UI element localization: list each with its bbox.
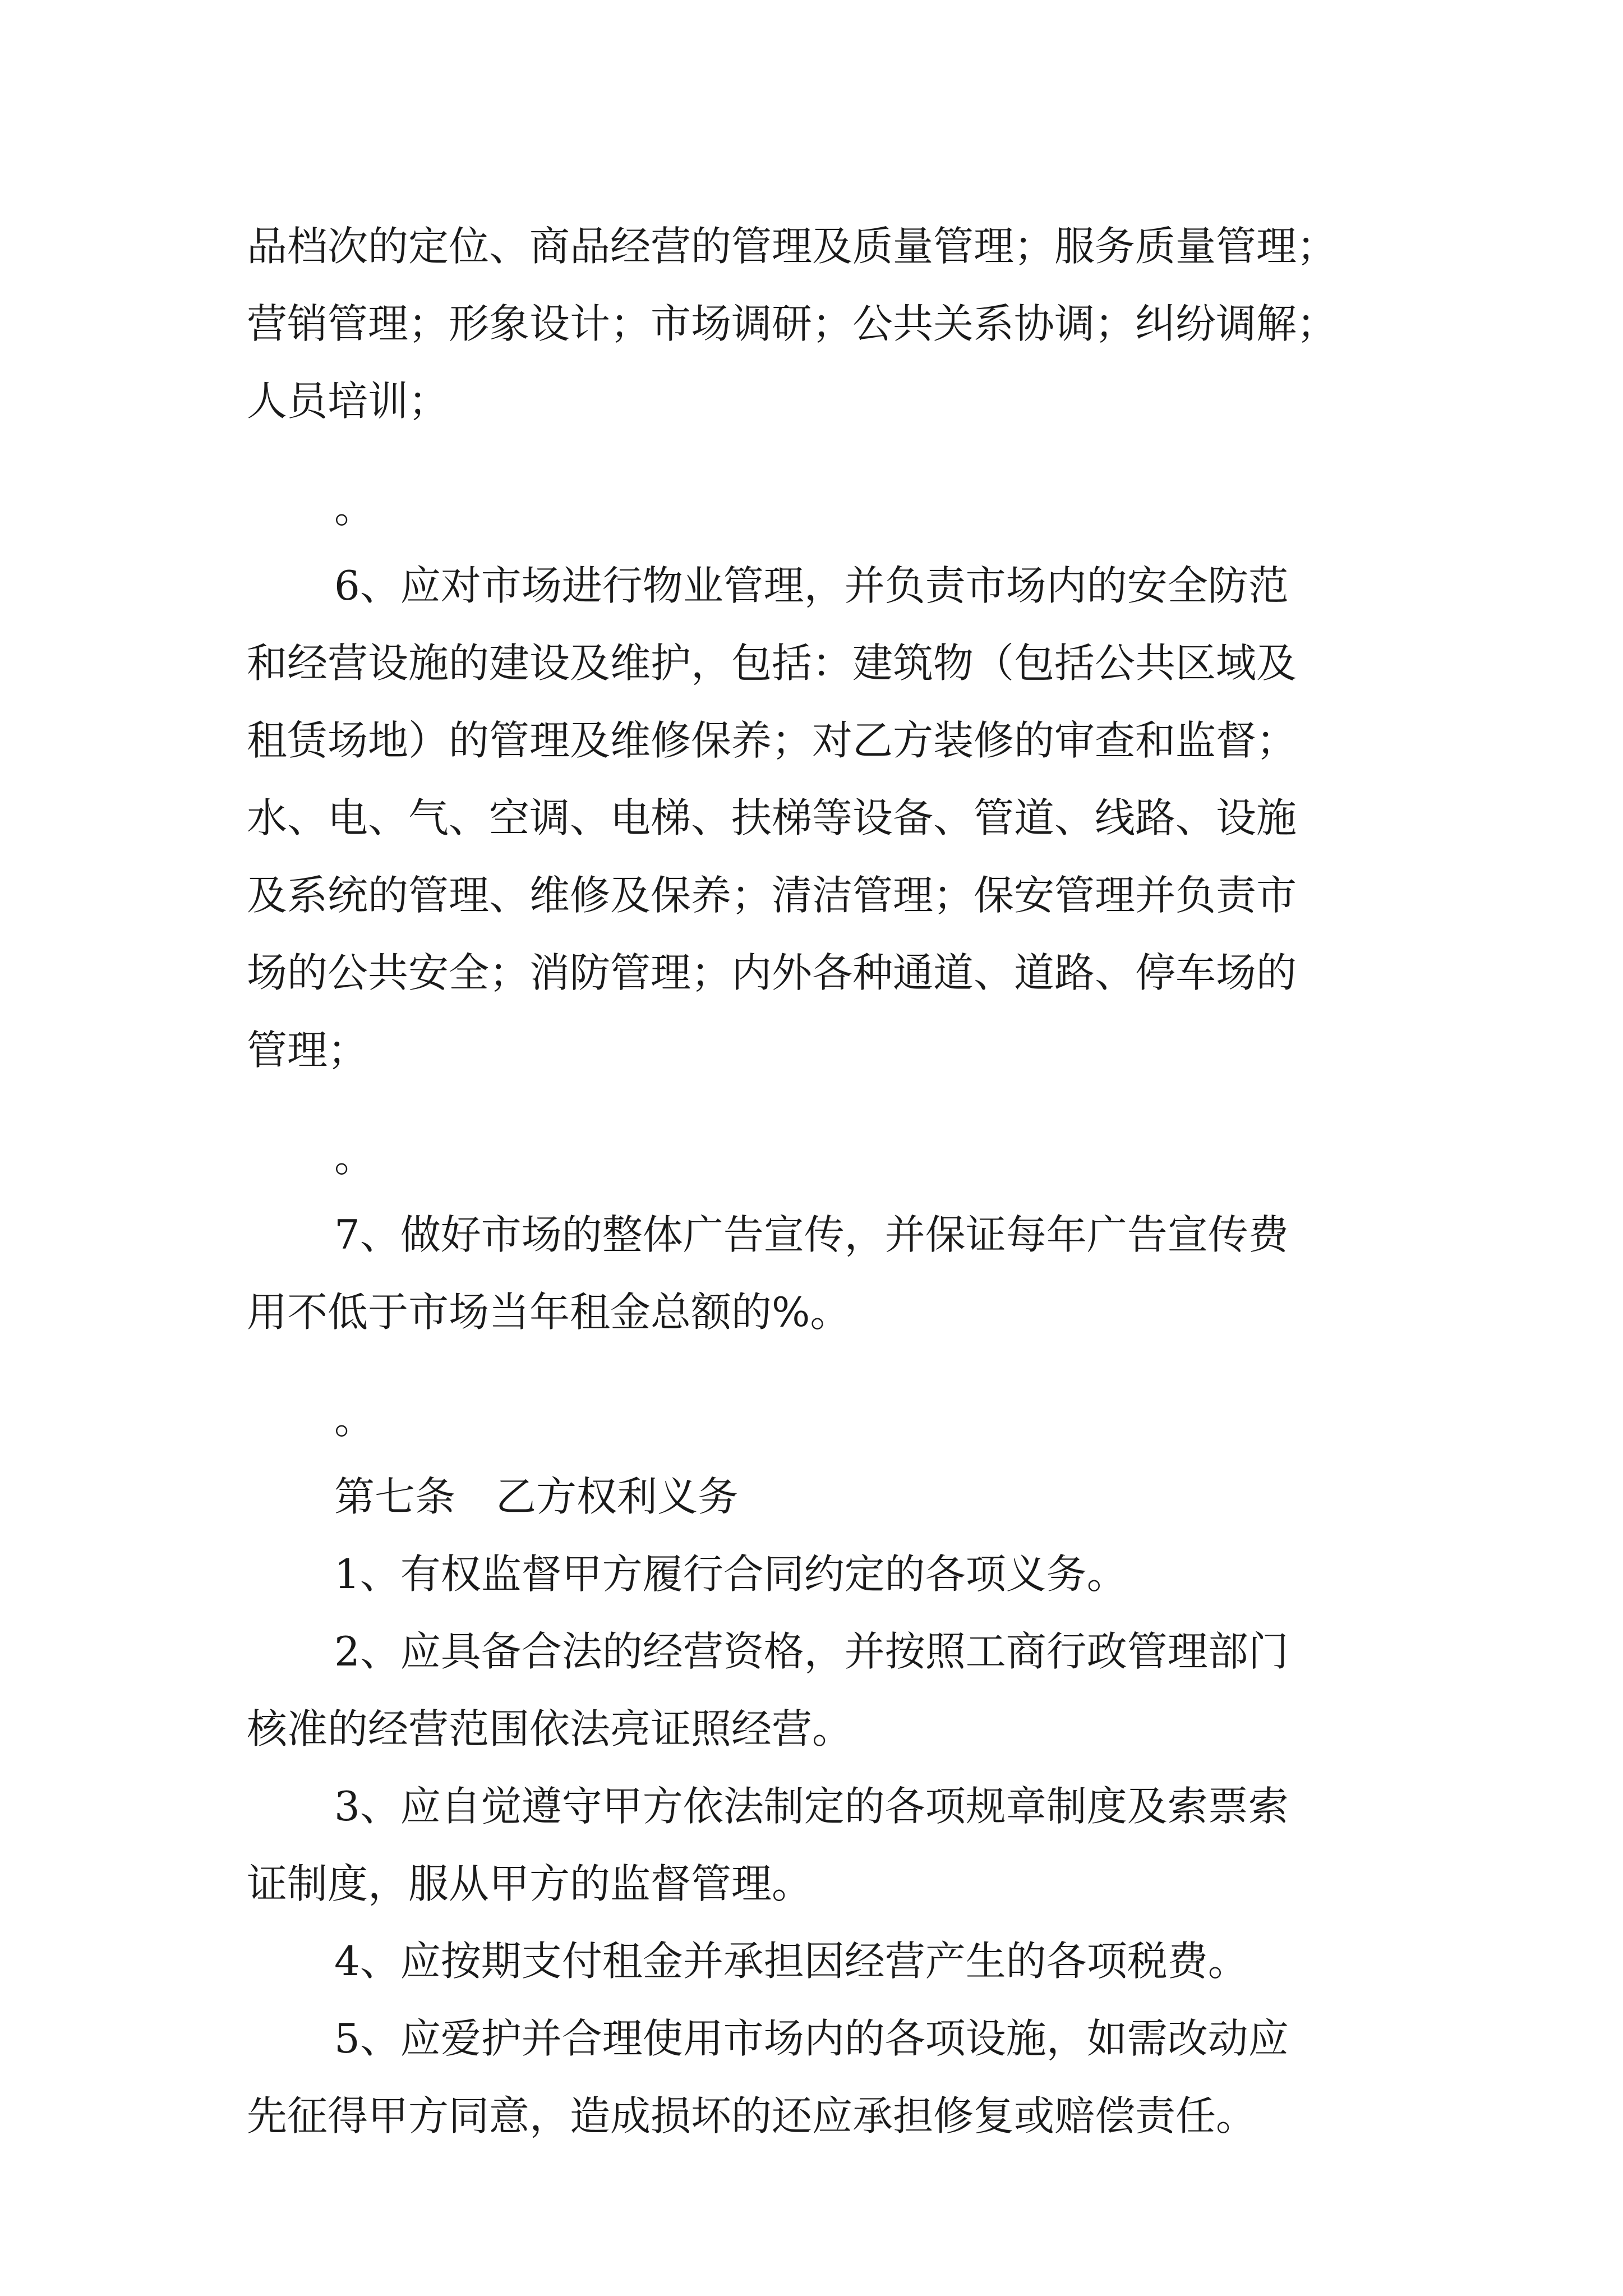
document-body xyxy=(247,208,1436,2155)
text-line: 水、电、气、空调、电梯、扶梯等设备、管道、线路、设施 xyxy=(247,794,1297,841)
clause-7-start: 7、做好市场的整体广告宣传，并保证每年广告宣传费 xyxy=(334,1211,1289,1258)
text-line: 。 xyxy=(334,1396,375,1443)
text-line: 和经营设施的建设及维护，包括：建筑物（包括公共区域及 xyxy=(247,639,1297,687)
text-line: 。 xyxy=(334,1134,375,1181)
text-line: 租赁场地）的管理及维修保养；对乙方装修的审查和监督； xyxy=(247,717,1297,764)
clause-6-start: 6、应对市场进行物业管理，并负责市场内的安全防范 xyxy=(334,562,1289,609)
paragraph-gap xyxy=(247,1351,1436,1381)
text-line: 用不低于市场当年租金总额的%。 xyxy=(247,1289,851,1336)
paragraph-gap xyxy=(247,440,1436,470)
item-5: 5、应爱护并合理使用市场内的各项设施，如需改动应 xyxy=(334,2015,1289,2062)
article-heading: 第七条 乙方权利义务 xyxy=(334,1473,739,1520)
text-line: 证制度，服从甲方的监督管理。 xyxy=(247,1860,813,1907)
item-2: 2、应具备合法的经营资格，并按照工商行政管理部门 xyxy=(334,1628,1289,1675)
text-line: 品档次的定位、商品经营的管理及质量管理；服务质量管理； xyxy=(247,223,1338,270)
text-line: 。 xyxy=(334,485,375,532)
item-3: 3、应自觉遵守甲方依法制定的各项规章制度及索票索 xyxy=(334,1783,1289,1830)
item-1: 1、有权监督甲方履行合同约定的各项义务。 xyxy=(334,1550,1127,1598)
text-line: 场的公共安全；消防管理；内外各种通道、道路、停车场的 xyxy=(247,949,1297,996)
text-line: 及系统的管理、维修及保养；清洁管理；保安管理并负责市 xyxy=(247,872,1297,919)
text-line: 先征得甲方同意，造成损坏的还应承担修复或赔偿责任。 xyxy=(247,2092,1257,2139)
text-line: 管理； xyxy=(247,1027,368,1074)
item-4: 4、应按期支付租金并承担因经营产生的各项税费。 xyxy=(334,1938,1248,1985)
text-line: 营销管理；形象设计；市场调研；公共关系协调；纠纷调解； xyxy=(247,300,1338,347)
text-line: 核准的经营范围依法亮证照经营。 xyxy=(247,1705,853,1752)
text-line: 人员培训； xyxy=(247,378,449,425)
paragraph-gap xyxy=(247,1089,1436,1119)
